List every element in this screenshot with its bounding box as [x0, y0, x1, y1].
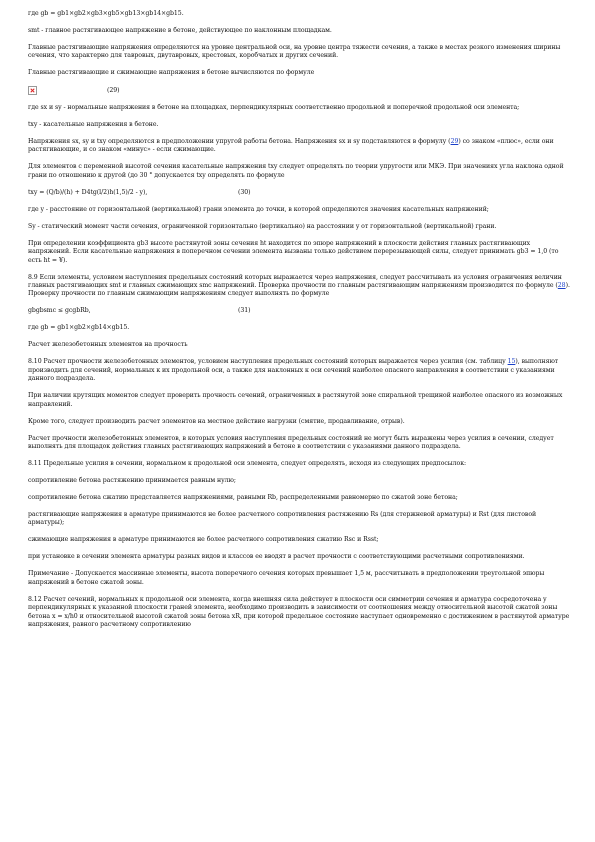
paragraph: сопротивление бетона растяжению принимается равным нулю; [28, 477, 236, 485]
paragraph: растягивающие напряжения в арматуре принимаются не более расчетного сопротивления растяжению Rs (для стержневой арматуры) и Rst (для листовой арматуры); [28, 511, 537, 527]
paragraph: Главные растягивающие напряжения определяются на уровне центральной оси, на уровне центра тяжести сечения, а также в местах резкого изменения ширины сечения, что характерно для тавровых, двутавровых, крестовых, коробчатых и других сечений. [28, 44, 561, 60]
formula-number: (30) [238, 188, 251, 196]
paragraph: где sx и sy - нормальные напряжения в бетоне на площадках, перпендикулярных соответственно продольной и поперечной продольной оси элемента; [28, 104, 520, 111]
formula-number: (31) [238, 307, 251, 315]
formula-line [28, 307, 573, 315]
cross-reference-link[interactable]: 29 [450, 138, 459, 145]
paragraph: При определении коэффициента gb3 высоте растянутой зоны сечения ht находится по эпюре напряжений в плоскости действия главных растягивающих напряжений. Если касательные напряжения в поперечном сечении элемента вызваны только действием перерезывающей силы, следует принимать gb3 = 1,0 (то есть ht = ¥). [28, 239, 559, 264]
paragraph-text: ) со знаком «плюс», если они растягивающие, и со знаком «минус» - если сжимающие. [28, 138, 554, 154]
paragraph: сопротивление бетона сжатию представляется напряжениями, равными Rb, распределенными равномерно по сжатой зоне бетона; [28, 494, 458, 502]
paragraph: smt - главное растягивающее напряжение в бетоне, действующее по наклонным площадкам. [28, 27, 332, 34]
broken-image-icon [28, 86, 37, 95]
paragraph: Sy - статический момент части сечения, ограниченной горизонтально (вертикально) на расстоянии y от горизонтальной (вертикальной) грани. [28, 222, 497, 230]
paragraph: txy - касательные напряжения в бетоне. [28, 121, 159, 128]
paragraph-text: 8.10 Расчет прочности железобетонных элементов, условием наступления предельных состояний которых выражается через усилия (см. таблицу [28, 358, 508, 366]
paragraph: где y - расстояние от горизонтальной (вертикальной) грани элемента до точки, в которой определяются значения касательных напряжений; [28, 205, 489, 213]
paragraph-text: ), выполняют производить для сечений, нормальных к их продольной оси, а также для наклонных к оси сечений наиболее опасного направления в соответствии с указаниями данного подраздела. [28, 358, 559, 383]
cross-reference-link[interactable]: 28 [557, 282, 566, 290]
paragraph-text: ). Проверку прочности по главным сжимающим напряжениям следует выполнять по формуле [28, 282, 570, 298]
paragraph: Для элементов с переменной высотой сечения касательные напряжения txy следует определять по теории упругости или МКЭ. При значениях угла наклона одной грани по отношению к другой (до 30 ° допускается txy определять по формуле [28, 163, 564, 179]
paragraph [28, 358, 573, 383]
paragraph: Расчет железобетонных элементов на прочность [28, 341, 188, 349]
paragraph: где gb = gb1×gb2×gb14×gb15. [28, 324, 130, 332]
paragraph: сжимающие напряжения в арматуре принимаются не более расчетного сопротивления сжатию Rsc и Rsst; [28, 536, 379, 544]
paragraph-text: 8.9 Если элементы, условием наступления предельных состояний которых выражается через напряжения, следует рассчитывать из условия ограничения величин главных растягивающих smt и главных сжимающих smc напряжений. Проверка прочности по главным растягивающим напряжениям производится по формуле ( [28, 273, 562, 290]
paragraph: где gb = gb1×gb2×gb3×gb5×gb13×gb14×gb15. [28, 10, 184, 17]
paragraph: при установке в сечении элемента арматуры разных видов и классов ее вводят в расчет прочности с соответствующими расчетными сопротивлениями. [28, 553, 525, 561]
formula-number: (29) [107, 86, 120, 94]
paragraph: 8.11 Предельные усилия в сечении, нормальном к продольной оси элемента, следует определять, исходя из следующих предпосылок: [28, 460, 467, 468]
paragraph: Примечание - Допускается массивные элементы, высота поперечного сечения которых превышает 1,5 м, рассчитывать в предположении треугольной эпюры напряжений в бетоне сжатой зоны. [28, 570, 545, 586]
paragraph: 8.12 Расчет сечений, нормальных к продольной оси элемента, когда внешняя сила действует в плоскости оси симметрии сечения и арматура сосредоточена у перпендикулярных к указанной плоскости граней элемента, необходимо производить в зависимости от соотношения между относительной высотой сжатой зоны бетона x = x/h0 и относительной высотой сжатой зоны бетона xR, при которой предельное состояние наступает одновременно с достижением в растянутой арматуре напряжения, равного расчетному сопротивлению [28, 595, 570, 629]
paragraph: При наличии крутящих моментов следует проверить прочность сечений, ограниченных в растянутой зоне спиральной трещиной наиболее опасного из возможных направлений. [28, 392, 563, 408]
cross-reference-link[interactable]: 15 [507, 358, 516, 366]
paragraph [28, 138, 573, 155]
paragraph: Главные растягивающие и сжимающие напряжения в бетоне вычисляются по формуле [28, 69, 315, 77]
paragraph: Расчет прочности железобетонных элементов, в которых условия наступления предельных состояний не могут быть выражены через усилия в сечении, следует выполнять для площадок действия главных растягивающих напряжений в бетоне в соответствии с указаниями данного подраздела. [28, 434, 554, 451]
formula-text: txy = (Q/b)/(h) + D4tg(l/2)h(1,5)/2 - y), [28, 188, 148, 196]
formula-figure [28, 86, 573, 95]
paragraph-text: Напряжения sx, sy и txy определяются в предположении упругой работы бетона. Напряжения sx и sy подставляются в формулу ( [28, 138, 451, 145]
paragraph: Кроме того, следует производить расчет элементов на местное действие нагрузки (смятие, продавливание, отрыв). [28, 417, 405, 425]
formula-line [28, 189, 573, 197]
formula-text: gbgbsmc ≤ gcgbRb, [28, 307, 91, 315]
paragraph [28, 274, 573, 299]
